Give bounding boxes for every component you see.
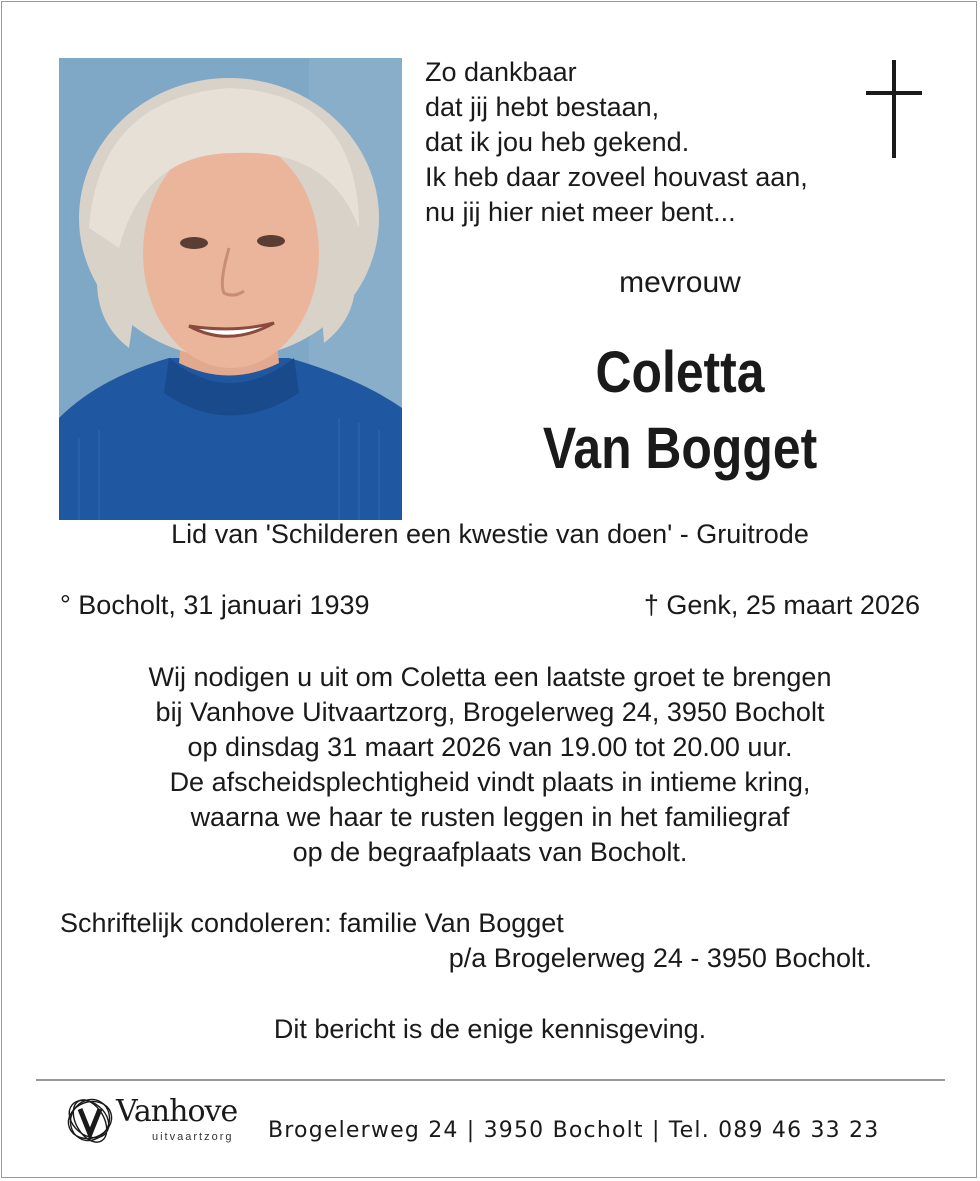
poem-line: Zo dankbaar [425,57,577,87]
deceased-name [474,335,887,487]
birth-info: ° Bocholt, 31 januari 1939 [60,590,370,620]
brand-subtitle: uitvaartzorg [152,1131,234,1143]
invitation-line: De afscheidsplechtigheid vindt plaats in intieme kring, [169,767,811,797]
poem-line: nu jij hier niet meer bent... [425,197,736,227]
first-name: Coletta [595,340,765,405]
vanhove-logo-icon [64,1094,116,1146]
poem-line: dat jij hebt bestaan, [425,92,660,122]
notice-text: Dit bericht is de enige kennisgeving. [273,1014,707,1044]
invitation-text [0,660,980,870]
death-info: † Genk, 25 maart 2026 [643,590,920,620]
brand-name: Vanhove [116,1094,238,1129]
salutation: mevrouw [619,266,741,299]
invitation-line: op de begraafplaats van Bocholt. [292,837,688,867]
membership-line: Lid van 'Schilderen een kwestie van doen' - Gruitrode [171,519,809,549]
poem-line: Ik heb daar zoveel houvast aan, [425,162,808,192]
invitation-line: waarna we haar te rusten leggen in het familiegraf [190,802,790,832]
condolence-line: Schriftelijk condoleren: familie Van Bogget [60,908,564,938]
invitation-line: bij Vanhove Uitvaartzorg, Brogelerweg 24, 3950 Bocholt [155,697,825,727]
condolence-address: p/a Brogelerweg 24 - 3950 Bocholt. [448,943,872,973]
divider [36,1079,945,1081]
last-name: Van Bogget [542,416,818,481]
invitation-line: op dinsdag 31 maart 2026 van 19.00 tot 20.00 uur. [187,732,793,762]
poem [425,55,865,230]
footer-contact: Brogelerweg 24 | 3950 Bocholt | Tel. 089 46 33 23 [268,1118,880,1143]
portrait-photo [59,58,402,520]
poem-line: dat ik jou heb gekend. [425,127,690,157]
invitation-line: Wij nodigen u uit om Coletta een laatste groet te brengen [148,662,832,692]
vanhove-logo [64,1092,254,1152]
cross-icon [864,60,924,160]
